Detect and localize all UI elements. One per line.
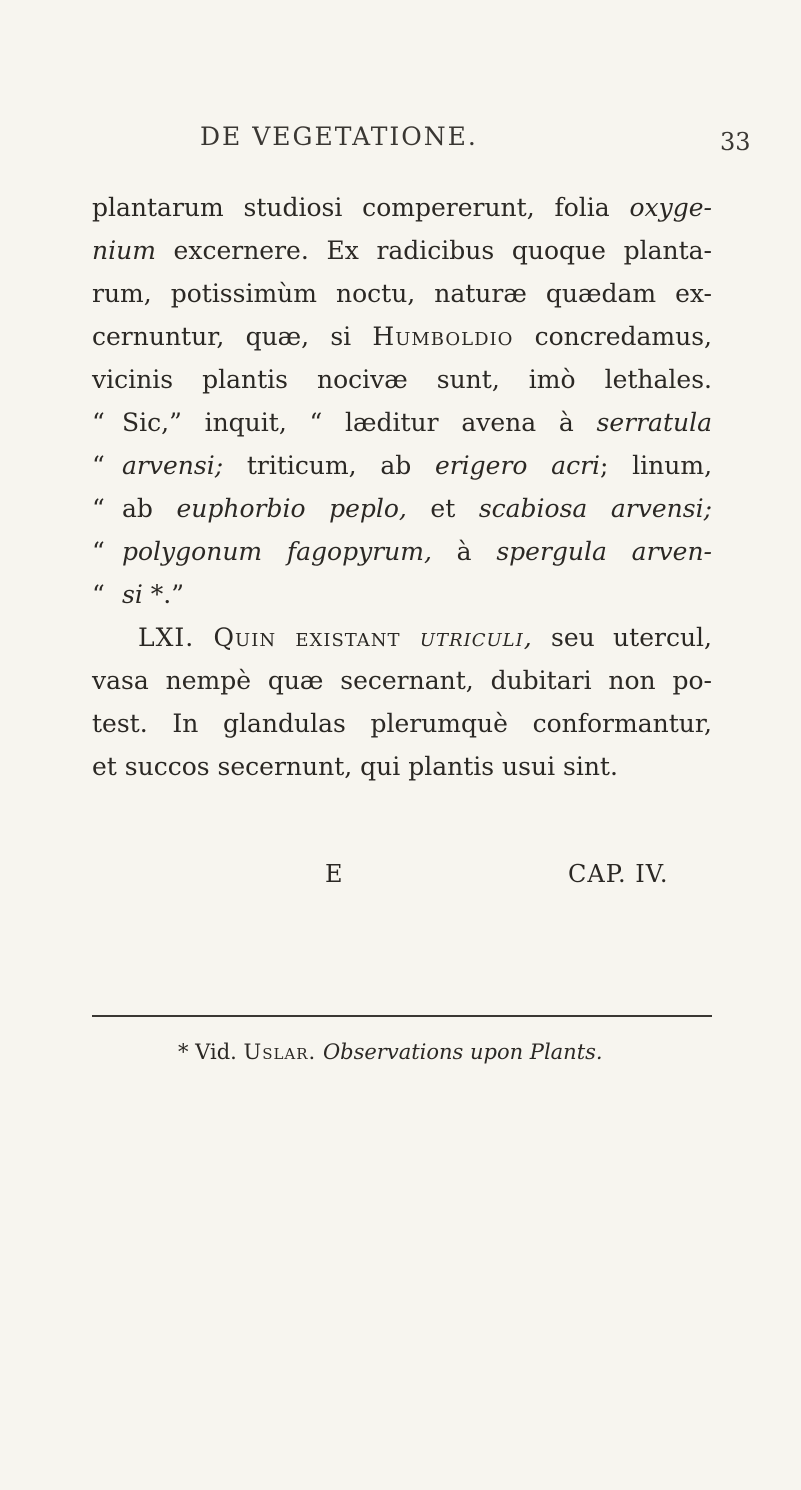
text-line-6: “ Sic,” inquit, “ læditur avena à serratula xyxy=(92,408,712,437)
text-line-8: “ ab euphorbio peplo, et scabiosa arvensi; xyxy=(92,494,713,523)
text-line-10: “ si *.” xyxy=(92,580,185,609)
text-line-5: vicinis plantis nocivæ sunt, imò lethales. xyxy=(92,365,712,394)
text-line-4: cernuntur, quæ, si Humboldio concredamus, xyxy=(92,322,712,351)
text-line-14: et succos secernunt, qui plantis usui sint. xyxy=(92,752,618,781)
text-line-1: plantarum studiosi compererunt, folia oxyge- xyxy=(92,193,712,222)
signature-mark: E xyxy=(325,860,343,888)
footnote-title: Observations upon Plants. xyxy=(322,1040,603,1064)
text-line-7: “ arvensi; triticum, ab erigero acri; linum, xyxy=(92,451,713,480)
text-line-11: LXI. Quin existant utriculi, seu utercul, xyxy=(138,623,712,652)
text-line-13: test. In glandulas plerumquè conformantur, xyxy=(92,709,712,738)
text-line-9: “ polygonum fagopyrum, à spergula arven- xyxy=(92,537,712,566)
footnote-author: Uslar. xyxy=(243,1040,317,1064)
page-number: 33 xyxy=(720,128,751,156)
text-line-2: nium excernere. Ex radicibus quoque planta- xyxy=(92,236,712,265)
footnote xyxy=(178,1040,603,1064)
catchword: CAP. IV. xyxy=(568,860,669,888)
footnote-rule xyxy=(92,1015,712,1017)
text-line-12: vasa nempè quæ secernant, dubitari non po- xyxy=(92,666,712,695)
text-line-3: rum, potissimùm noctu, naturæ quædam ex- xyxy=(92,279,712,308)
footnote-marker: * Vid. xyxy=(178,1040,237,1064)
running-header xyxy=(0,122,801,162)
running-title: DE VEGETATIONE. xyxy=(200,122,478,151)
